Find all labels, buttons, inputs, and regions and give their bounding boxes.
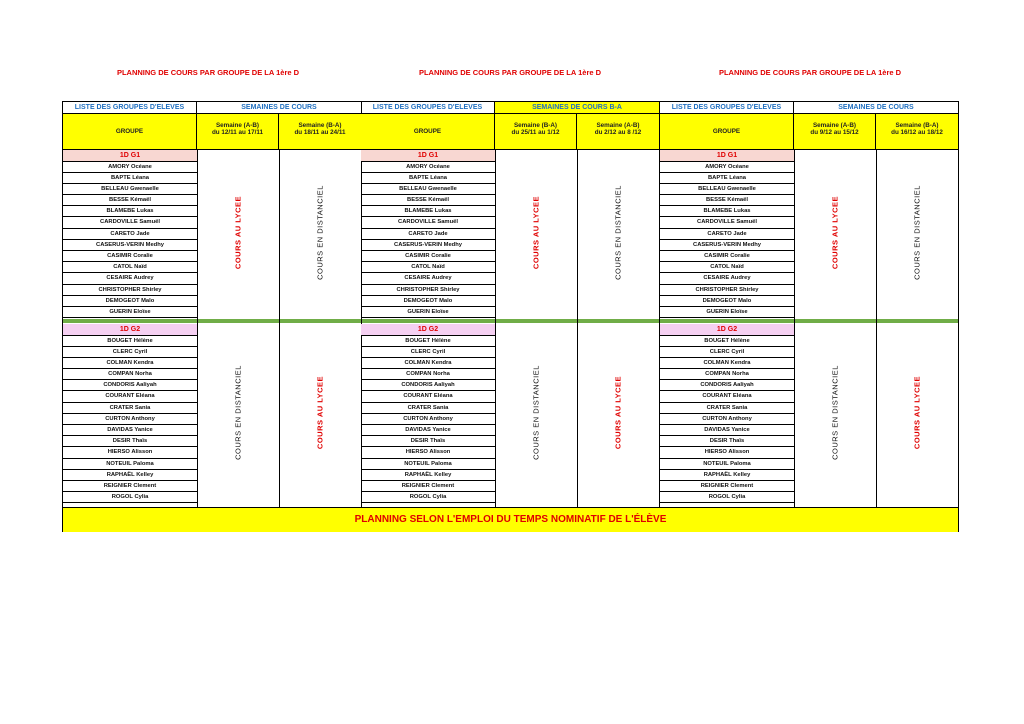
student-row: CLERC Cyril	[361, 347, 495, 358]
group2-header: 1D G2	[660, 324, 794, 336]
student-row: CARETO Jade	[63, 229, 197, 240]
student-row: AMORY Océane	[63, 162, 197, 173]
student-row: CONDORIS Aaliyah	[361, 380, 495, 391]
student-row: BOUGET Hélène	[63, 336, 197, 347]
student-row: ROGOL Cylia	[361, 492, 495, 503]
student-row: HIERSO Alisson	[660, 447, 794, 458]
student-row: BESSE Kémaël	[63, 195, 197, 206]
group2-list	[361, 324, 495, 503]
student-row: DESIR Thaïs	[660, 436, 794, 447]
group1-list	[361, 150, 495, 318]
student-row: GUERIN Eloïse	[361, 307, 495, 318]
group1-week1-mode: COURS AU LYCEE	[830, 195, 840, 270]
student-row: CESAIRE Audrey	[660, 273, 794, 284]
group1-list	[63, 150, 197, 318]
weeks-header: SEMAINES DE COURS	[794, 102, 958, 114]
group-label: GROUPE	[63, 114, 197, 150]
student-row: BELLEAU Gwenaelle	[660, 184, 794, 195]
student-row: AMORY Océane	[361, 162, 495, 173]
planning-sheet	[62, 101, 959, 532]
student-row: ROGOL Cylia	[660, 492, 794, 503]
student-row: BESSE Kémaël	[660, 195, 794, 206]
student-row: CARDOVILLE Samuël	[63, 217, 197, 228]
student-row: HIERSO Alisson	[361, 447, 495, 458]
student-row: CASERUS-VERIN Medhy	[361, 240, 495, 251]
student-row: RAPHAËL Kelley	[660, 470, 794, 481]
planning-block-3	[660, 102, 959, 507]
student-row: RAPHAËL Kelley	[63, 470, 197, 481]
student-row: CASIMIR Coralie	[361, 251, 495, 262]
student-row: COMPAN Norha	[361, 369, 495, 380]
column-divider	[577, 150, 578, 507]
student-row: BOUGET Hélène	[361, 336, 495, 347]
weeks-header: SEMAINES DE COURS B-A	[495, 102, 659, 114]
list-header: LISTE DES GROUPES D'ELEVES	[63, 102, 197, 114]
week1-name: Semaine (B-A)	[513, 122, 558, 129]
student-row: REIGNIER Clement	[63, 481, 197, 492]
student-row: CONDORIS Aaliyah	[63, 380, 197, 391]
student-row: COMPAN Norha	[660, 369, 794, 380]
planning-block-2	[361, 102, 660, 507]
student-row: CARETO Jade	[660, 229, 794, 240]
week1-header	[197, 114, 279, 150]
student-row: DEMOGEOT Malo	[63, 296, 197, 307]
student-row: CHRISTOPHER Shirley	[361, 285, 495, 296]
group2-list	[63, 324, 197, 503]
group2-week1-mode: COURS EN DISTANCIEL	[830, 365, 840, 460]
student-row: DESIR Thaïs	[361, 436, 495, 447]
group1-week1-mode: COURS AU LYCEE	[531, 195, 541, 270]
week2-header	[577, 114, 659, 150]
week1-header	[495, 114, 577, 150]
week1-name: Semaine (A-B)	[215, 122, 260, 129]
student-row: CARDOVILLE Samuël	[361, 217, 495, 228]
student-row: CHRISTOPHER Shirley	[660, 285, 794, 296]
student-row: DEMOGEOT Malo	[660, 296, 794, 307]
group1-header: 1D G1	[361, 150, 495, 162]
student-row: BOUGET Hélène	[660, 336, 794, 347]
column-divider	[794, 150, 795, 507]
student-row: BELLEAU Gwenaelle	[361, 184, 495, 195]
week1-header	[794, 114, 876, 150]
student-row: REIGNIER Clement	[361, 481, 495, 492]
student-row: CATOL Naïd	[660, 262, 794, 273]
group2-header: 1D G2	[361, 324, 495, 336]
student-row: BLAMEBE Lukas	[361, 206, 495, 217]
student-row: COURANT Eléana	[361, 391, 495, 402]
student-row: BAPTE Léana	[361, 173, 495, 184]
week2-header	[279, 114, 361, 150]
group1-list	[660, 150, 794, 318]
student-row: CURTON Anthony	[361, 414, 495, 425]
group1-header: 1D G1	[63, 150, 197, 162]
column-divider	[495, 150, 496, 507]
student-row: CATOL Naïd	[361, 262, 495, 273]
student-row: COURANT Eléana	[63, 391, 197, 402]
list-header: LISTE DES GROUPES D'ELEVES	[660, 102, 794, 114]
student-row: COLMAN Kendra	[63, 358, 197, 369]
student-row: CHRISTOPHER Shirley	[63, 285, 197, 296]
student-row: DAVIDAS Yanice	[660, 425, 794, 436]
student-row: COLMAN Kendra	[660, 358, 794, 369]
column-divider	[876, 150, 877, 507]
footer-banner: PLANNING SELON L'EMPLOI DU TEMPS NOMINATIF DE L'ÉLÈVE	[63, 507, 958, 532]
student-row: COLMAN Kendra	[361, 358, 495, 369]
student-row: CASIMIR Coralie	[63, 251, 197, 262]
student-row: CESAIRE Audrey	[63, 273, 197, 284]
student-row: GUERIN Eloïse	[63, 307, 197, 318]
student-row: BLAMEBE Lukas	[660, 206, 794, 217]
group1-week2-mode: COURS EN DISTANCIEL	[613, 185, 623, 280]
group2-week2-mode: COURS AU LYCEE	[613, 375, 623, 450]
week2-name: Semaine (A-B)	[596, 122, 640, 129]
student-row: CESAIRE Audrey	[361, 273, 495, 284]
student-row: CRATER Sania	[63, 403, 197, 414]
week1-dates: du 25/11 au 1/12	[511, 129, 560, 136]
student-row: RAPHAËL Kelley	[361, 470, 495, 481]
student-row: BESSE Kémaël	[361, 195, 495, 206]
group1-week2-mode: COURS EN DISTANCIEL	[315, 185, 325, 280]
student-row: NOTEUIL Paloma	[63, 459, 197, 470]
planning-block-1	[63, 102, 362, 507]
student-row: CURTON Anthony	[660, 414, 794, 425]
student-row: CONDORIS Aaliyah	[660, 380, 794, 391]
group2-week2-mode: COURS AU LYCEE	[315, 375, 325, 450]
student-row: BLAMEBE Lukas	[63, 206, 197, 217]
week1-name: Semaine (A-B)	[812, 122, 857, 129]
title-1: PLANNING DE COURS PAR GROUPE DE LA 1ère D	[116, 68, 300, 77]
week1-dates: du 12/11 au 17/11	[211, 129, 264, 136]
group2-week1-mode: COURS EN DISTANCIEL	[233, 365, 243, 460]
group2-header: 1D G2	[63, 324, 197, 336]
student-row: CRATER Sania	[361, 403, 495, 414]
student-row: CATOL Naïd	[63, 262, 197, 273]
student-row: CASIMIR Coralie	[660, 251, 794, 262]
student-row: CARETO Jade	[361, 229, 495, 240]
student-row: HIERSO Alisson	[63, 447, 197, 458]
student-row: BELLEAU Gwenaelle	[63, 184, 197, 195]
group1-week1-mode: COURS AU LYCEE	[233, 195, 243, 270]
group1-header: 1D G1	[660, 150, 794, 162]
group-label: GROUPE	[361, 114, 495, 150]
student-row: COMPAN Norha	[63, 369, 197, 380]
student-row: CARDOVILLE Samuël	[660, 217, 794, 228]
student-row: CASERUS-VERIN Medhy	[63, 240, 197, 251]
student-row: CLERC Cyril	[660, 347, 794, 358]
week2-dates: du 18/11 au 24/11	[294, 129, 346, 136]
student-row: DAVIDAS Yanice	[361, 425, 495, 436]
weeks-header: SEMAINES DE COURS	[197, 102, 361, 114]
student-row: ROGOL Cylia	[63, 492, 197, 503]
student-row: GUERIN Eloïse	[660, 307, 794, 318]
group-label: GROUPE	[660, 114, 794, 150]
title-3: PLANNING DE COURS PAR GROUPE DE LA 1ère D	[718, 68, 902, 77]
student-row: DAVIDAS Yanice	[63, 425, 197, 436]
week2-name: Semaine (B-A)	[298, 122, 342, 129]
student-row: DESIR Thaïs	[63, 436, 197, 447]
week2-name: Semaine (B-A)	[895, 122, 939, 129]
student-row: CASERUS-VERIN Medhy	[660, 240, 794, 251]
student-row: REIGNIER Clement	[660, 481, 794, 492]
group1-week2-mode: COURS EN DISTANCIEL	[912, 185, 922, 280]
student-row: DEMOGEOT Malo	[361, 296, 495, 307]
week2-header	[876, 114, 958, 150]
list-header: LISTE DES GROUPES D'ELEVES	[361, 102, 495, 114]
student-row: AMORY Océane	[660, 162, 794, 173]
student-row: CLERC Cyril	[63, 347, 197, 358]
title-2: PLANNING DE COURS PAR GROUPE DE LA 1ère D	[418, 68, 602, 77]
student-row: CURTON Anthony	[63, 414, 197, 425]
student-row: COURANT Eléana	[660, 391, 794, 402]
student-row: BAPTE Léana	[660, 173, 794, 184]
week2-dates: du 16/12 au 18/12	[891, 129, 943, 136]
week2-dates: du 2/12 au 8 /12	[594, 129, 642, 136]
column-divider	[279, 150, 280, 507]
group2-list	[660, 324, 794, 503]
group2-week1-mode: COURS EN DISTANCIEL	[531, 365, 541, 460]
column-divider	[197, 150, 198, 507]
student-row: NOTEUIL Paloma	[660, 459, 794, 470]
student-row: BAPTE Léana	[63, 173, 197, 184]
student-row: NOTEUIL Paloma	[361, 459, 495, 470]
group2-week2-mode: COURS AU LYCEE	[912, 375, 922, 450]
student-row: CRATER Sania	[660, 403, 794, 414]
week1-dates: du 9/12 au 15/12	[810, 129, 859, 136]
